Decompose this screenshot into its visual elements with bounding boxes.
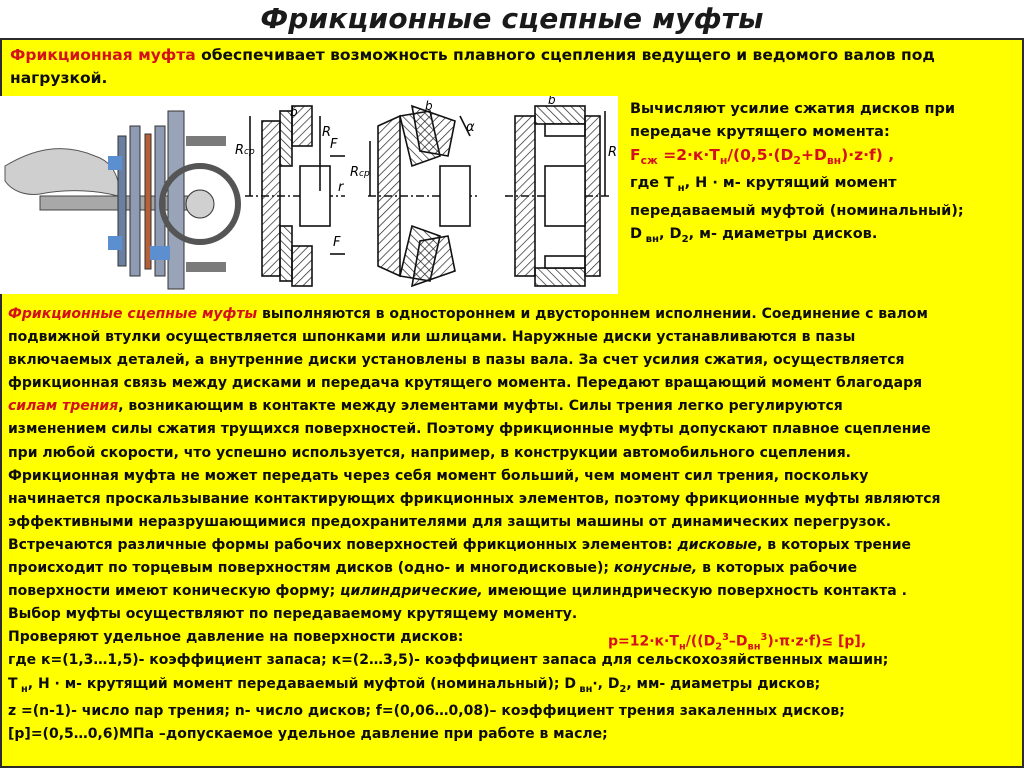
text-line: Выбор муфты осуществляют по передаваемому крутящему моменту.	[8, 606, 578, 623]
text-line: изменением силы сжатия трущихся поверхностей. Поэтому фрикционные муфты допускают плавное сцепление	[8, 421, 931, 438]
force-intro: Вычисляют усилие сжатия дисков при передаче крутящего момента:	[630, 101, 956, 140]
label-r: r	[338, 180, 344, 195]
label-b2: b	[425, 99, 433, 113]
force-formula: $F_{сж} =2\cdot к\cdot T_н/(0,5\cdot(D_2+D_{вн})\cdot z\cdot f)$ ,	[630, 146, 895, 168]
text-line: где к=(1,3…1,5)- коэффициент запаса; к=(2…3,5)- коэффициент запаса для сельскохозяйственных машин;	[8, 652, 889, 669]
cylinder-clutch-drawing	[505, 106, 610, 286]
text-line: включаемых деталей, а внутренние диски установлены в пазы вала. За счет усилия сжатия, осуществляется	[8, 352, 905, 369]
intro-paragraph	[10, 44, 1010, 90]
cone-clutch-drawing	[368, 106, 478, 286]
text-line: фрикционная связь между дисками и передача крутящего момента. Передают вращающий момент благодаря	[8, 375, 923, 392]
force-where-1: где Т $_н$, Н · м- крутящий момент передаваемый муфтой (номинальный);	[630, 175, 964, 219]
label-alpha: α	[466, 120, 475, 135]
text-line: z =(n-1)- число пар трения; n- число дисков; f=(0,06…0,08)– коэффициент трения закаленных дисков;	[8, 703, 845, 720]
pressure-check-line: Проверяют удельное давление на поверхности дисков: $p=12\cdot к\cdot T_н/((D_2^3-D_{вн}^3)\cdot\pi\cdot z\cdot f)\le [p]$,	[8, 626, 1018, 649]
coupling-drawings-svg	[0, 96, 618, 294]
label-rcp: Rср	[235, 143, 255, 158]
coupling-drawings	[0, 96, 618, 294]
label-R1: R	[322, 125, 332, 140]
force-where-2: D $_{вн}$, $D_2$, м- диаметры дисков.	[630, 225, 878, 245]
text-line: эффективными неразрушающимися предохранителями для защиты машины от динамических перегрузок.	[8, 513, 892, 530]
text-line: начинается проскальзывание контактирующих фрикционных элементов, поэтому фрикционные муфты являются	[8, 490, 941, 507]
text-line: силам трения, возникающим в контакте между элементами муфты. Силы трения легко регулируются	[8, 398, 843, 415]
force-formula-block	[630, 98, 1015, 251]
text-line: подвижной втулки осуществляется шпонками или шлицами. Наружные диски устанавливаются в пазы	[8, 329, 856, 346]
label-F2: F	[333, 235, 341, 250]
label-F1: F	[330, 137, 338, 152]
text-line: Фрикционные сцепные муфты выполняются в одностороннем и двустороннем исполнении. Соединение с валом	[8, 306, 928, 322]
page-title: Фрикционные сцепные муфты	[260, 2, 764, 35]
text-line: происходит по торцевым поверхностям дисков (одно- и многодисковые); конусные, в которых рабочие	[8, 560, 858, 577]
label-R3: R	[608, 145, 618, 160]
text-line: поверхности имеют коническую форму; цилиндрические, имеющие цилиндрическую поверхность контакта .	[8, 583, 907, 600]
text-line: при любой скорости, что успешно используется, например, в конструкции автомобильного сцепления.	[8, 444, 852, 461]
label-rcp2: Rср	[350, 165, 370, 180]
label-b3: b	[548, 96, 556, 107]
main-text	[8, 303, 1018, 747]
text-line: [p]=(0,5…0,6)МПа –допускаемое удельное давление при работе в масле;	[8, 726, 608, 743]
label-b1: b	[290, 105, 298, 119]
clutch-cutaway-image	[5, 111, 238, 289]
text-line: Встречаются различные формы рабочих поверхностей фрикционных элементов: дисковые, в которых трение	[8, 536, 912, 553]
pressure-formula: $p=12\cdot к\cdot T_н/((D_2^3-D_{вн}^3)\cdot\pi\cdot z\cdot f)\le [p]$,	[608, 632, 867, 653]
intro-text: обеспечивает возможность плавного сцепления ведущего и ведомого валов под нагрузкой.	[10, 46, 935, 87]
text-line: Фрикционная муфта не может передать через себя момент больший, чем момент сил трения, поскольку	[8, 467, 869, 484]
intro-lead: Фрикционная муфта	[10, 46, 196, 64]
text-line: Т $_н$, Н · м- крутящий момент передаваемый муфтой (номинальный); D $_{вн}$·, $D_2$, мм- диаметры дисков;	[8, 675, 821, 695]
